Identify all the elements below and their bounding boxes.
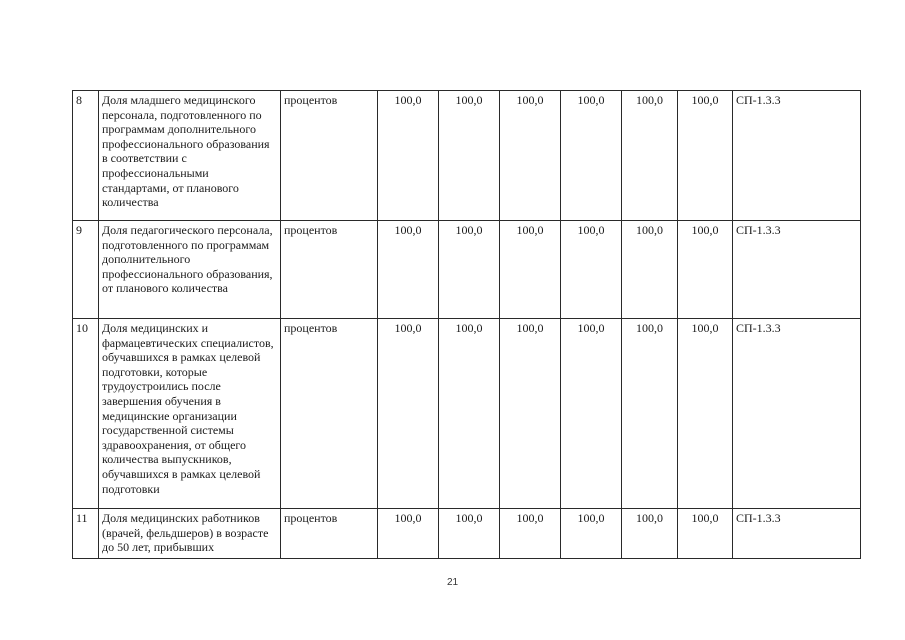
row-number: 11: [73, 509, 99, 559]
unit-cell: процентов: [281, 509, 378, 559]
value-cell: 100,0: [500, 509, 561, 559]
value-cell: 100,0: [378, 221, 439, 319]
row-number: 8: [73, 91, 99, 221]
indicator-name: Доля младшего медицинского персонала, подготовленного по программам дополнительного профессионального образования в соответствии с профессиональными стандартами, от планового количества: [99, 91, 281, 221]
code-cell: СП-1.3.3: [733, 221, 861, 319]
value-cell: 100,0: [378, 91, 439, 221]
table-row: [73, 319, 861, 509]
value-cell: 100,0: [500, 319, 561, 509]
value-cell: 100,0: [678, 509, 733, 559]
page-number: 21: [446, 577, 459, 588]
indicator-name: Доля медицинских работников (врачей, фельдшеров) в возрасте до 50 лет, прибывших: [99, 509, 281, 559]
value-cell: 100,0: [378, 509, 439, 559]
value-cell: 100,0: [439, 91, 500, 221]
value-cell: 100,0: [439, 221, 500, 319]
value-cell: 100,0: [678, 319, 733, 509]
indicators-table: [72, 90, 861, 559]
code-cell: СП-1.3.3: [733, 319, 861, 509]
value-cell: 100,0: [561, 91, 622, 221]
indicator-name: Доля медицинских и фармацевтических специалистов, обучавшихся в рамках целевой подготовки, которые трудоустроились после завершения обучения в медицинские организации государственной системы здравоохранения, от общего количества выпускников, обучавшихся в рамках целевой подготовки: [99, 319, 281, 509]
indicator-name: Доля педагогического персонала, подготовленного по программам дополнительного профессионального образования, от планового количества: [99, 221, 281, 319]
row-number: 10: [73, 319, 99, 509]
value-cell: 100,0: [561, 319, 622, 509]
value-cell: 100,0: [678, 91, 733, 221]
value-cell: 100,0: [678, 221, 733, 319]
value-cell: 100,0: [561, 509, 622, 559]
code-cell: СП-1.3.3: [733, 91, 861, 221]
value-cell: 100,0: [622, 91, 678, 221]
value-cell: 100,0: [622, 319, 678, 509]
code-cell: СП-1.3.3: [733, 509, 861, 559]
value-cell: 100,0: [439, 509, 500, 559]
value-cell: 100,0: [378, 319, 439, 509]
table-row: [73, 509, 861, 559]
value-cell: 100,0: [439, 319, 500, 509]
table-row: [73, 91, 861, 221]
unit-cell: процентов: [281, 319, 378, 509]
unit-cell: процентов: [281, 91, 378, 221]
value-cell: 100,0: [500, 221, 561, 319]
value-cell: 100,0: [561, 221, 622, 319]
unit-cell: процентов: [281, 221, 378, 319]
value-cell: 100,0: [622, 509, 678, 559]
table-row: [73, 221, 861, 319]
row-number: 9: [73, 221, 99, 319]
value-cell: 100,0: [500, 91, 561, 221]
value-cell: 100,0: [622, 221, 678, 319]
